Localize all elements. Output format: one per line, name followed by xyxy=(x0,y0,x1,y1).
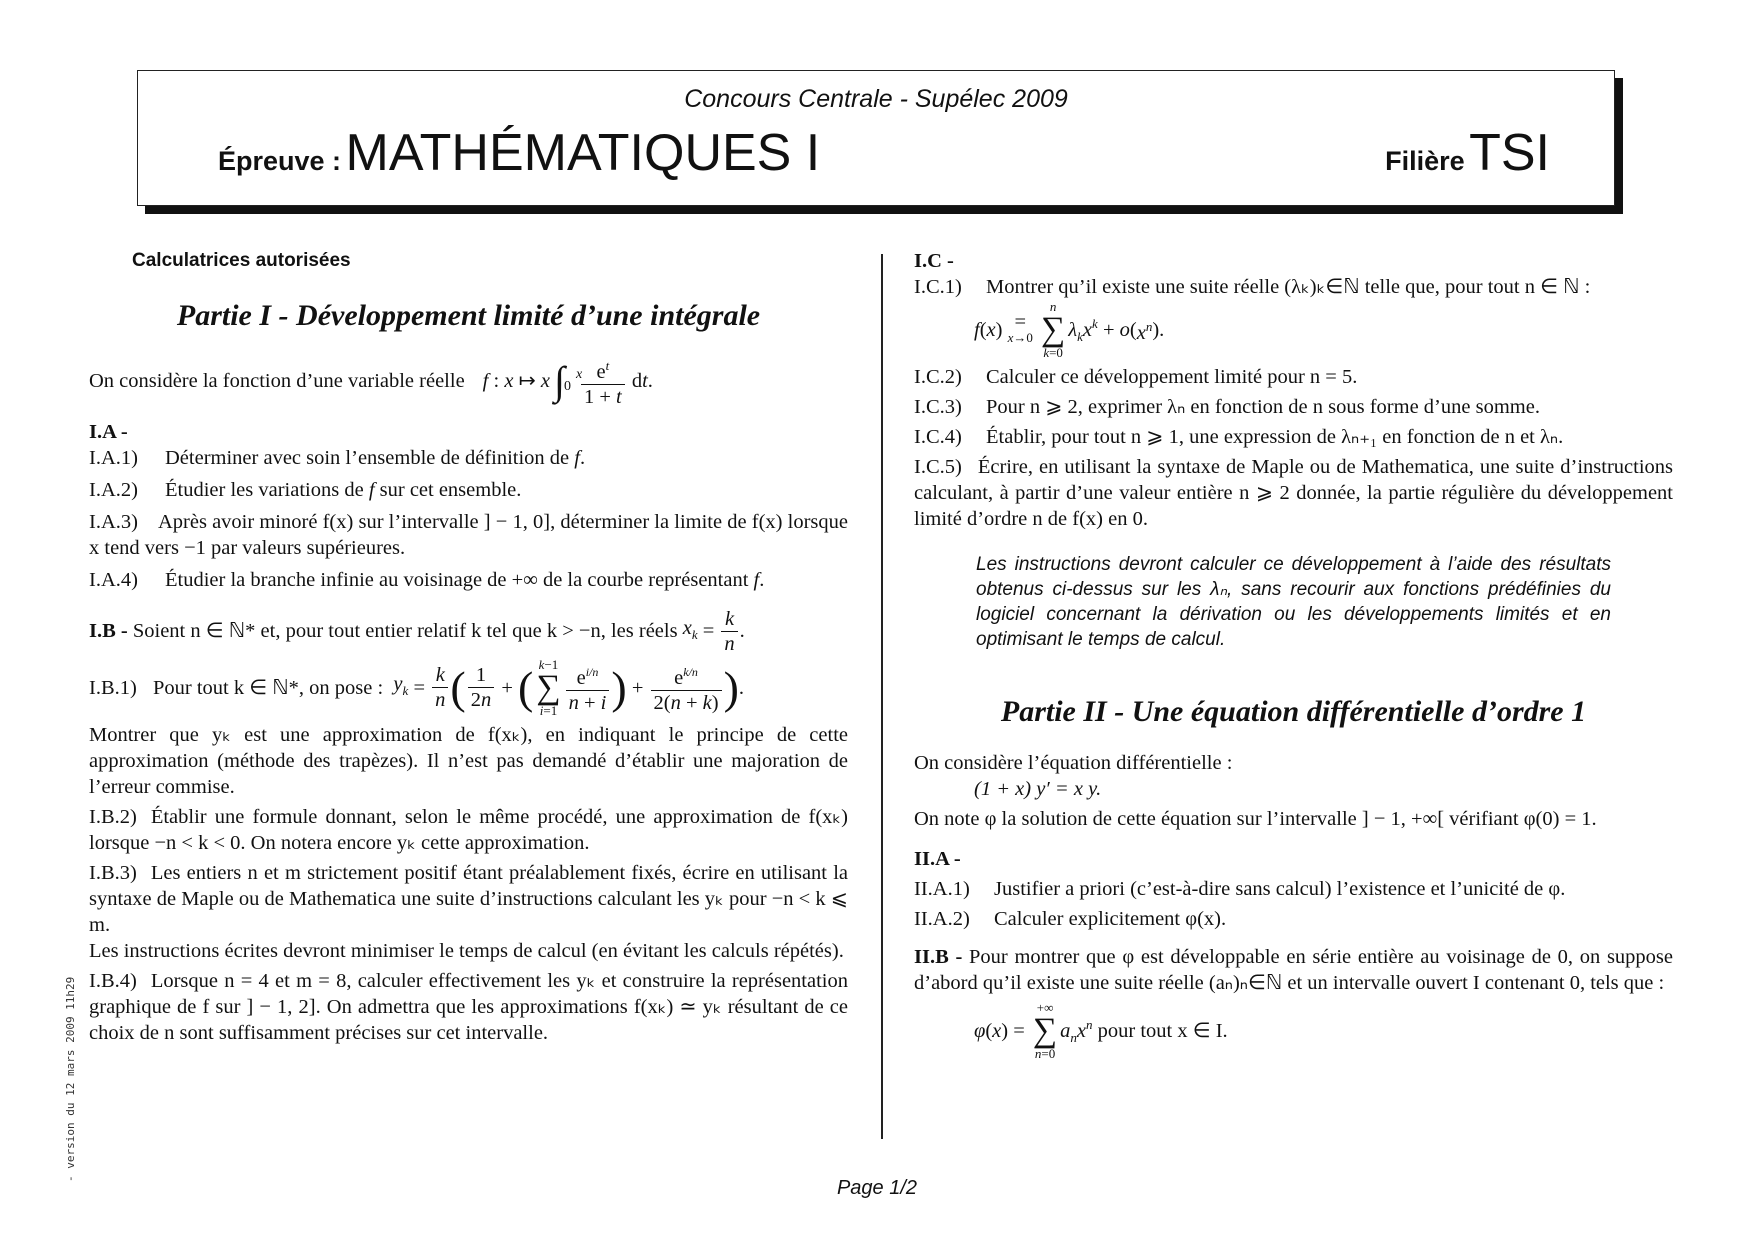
p2-intro: On considère l’équation différentielle : xyxy=(914,752,1233,774)
section-IIB xyxy=(914,944,1673,996)
question-IB2 xyxy=(89,804,848,856)
question-IB3-follow: Les instructions écrites devront minimiser le temps de calcul (en évitant les calculs répétés). xyxy=(89,939,844,962)
section-IIA: II.A - xyxy=(914,848,961,870)
epreuve-label: Épreuve : xyxy=(218,146,342,176)
section-IB-head: I.B - xyxy=(89,620,128,643)
question-IC1 xyxy=(914,274,1673,300)
qtext: Déterminer avec soin l’ensemble de définition de xyxy=(165,446,570,469)
question-IB4 xyxy=(89,968,848,1046)
contest-title: Concours Centrale - Supélec 2009 xyxy=(684,85,1068,113)
qnum: I.A.4) xyxy=(89,568,138,591)
qtext: Justifier a priori (c’est-à-dire sans calcul) l’existence et l’unicité de φ. xyxy=(994,878,1566,900)
qtext: Étudier les variations de xyxy=(165,478,364,501)
section-IC: I.C - xyxy=(914,250,954,272)
epreuve xyxy=(218,123,820,183)
question-IC3 xyxy=(914,394,1673,420)
question-IIA2 xyxy=(914,906,1673,932)
p2-equation: (1 + x) y′ = x y. xyxy=(974,778,1102,800)
question-IA1: I.A.1) Déterminer avec soin l’ensemble de définition de f. xyxy=(89,446,586,469)
question-IIA1 xyxy=(914,876,1673,902)
qnum: II.A.1) xyxy=(914,878,970,900)
intro-text: On considère la fonction d’une variable réelle xyxy=(89,370,465,393)
integral-sign: ∫ x 0 xyxy=(553,358,583,404)
sum-sign: k−1 ∑ i=1 xyxy=(536,656,561,718)
qnum: I.C.1) xyxy=(914,276,962,298)
page-number: Page 1/2 xyxy=(836,1177,918,1199)
qnum: I.A.1) xyxy=(89,446,138,469)
exam-header xyxy=(137,70,1615,206)
p2-phi: On note φ la solution de cette équation sur l’intervalle ] − 1, +∞[ vérifiant φ(0) = 1. xyxy=(914,808,1597,830)
qnum: I.A.3) xyxy=(89,510,138,533)
qtext: Montrer qu’il existe une suite réelle (λₖ)ₖ∈ℕ telle que, pour tout n ∈ ℕ : xyxy=(986,276,1591,298)
question-IA3 xyxy=(89,509,848,561)
question-IB1: I.B.1) Pour tout k ∈ ℕ*, on pose : $y_k$ = $\frac{k}{n}$ ( $\frac{1}{2n}$ + ( k−1 ∑ i=1 $\frac{e^{i/n}}{n + i}$ ) + $\frac{e^{k/n}}{2(n + k)}$ ) . xyxy=(89,656,745,718)
section-IB-text: Soient n ∈ ℕ* et, pour tout entier relatif k tel que k > −n, les réels xyxy=(132,620,678,643)
qtext: Étudier la branche infinie au voisinage de +∞ de la courbe représentant xyxy=(165,568,749,591)
qtext: Pour n ⩾ 2, exprimer λₙ en fonction de n sous forme d’une somme. xyxy=(986,396,1540,418)
question-IB1-follow: Montrer que yₖ est une approximation de f(xₖ), en indiquant le principe de cette approximation (méthode des trapèzes). Il n’est pas demandé d’établir une majoration de l’erreur commise. xyxy=(89,723,848,798)
instructions-hint: Les instructions devront calculer ce développement à l’aide des résultats obtenus ci-dessus sur les λₙ, sans recourir aux fonctions prédéfinies du logiciel concernant la dérivation ou les développements limités et en optimisant le temps de calcul. xyxy=(976,554,1611,650)
section-IA: I.A - xyxy=(89,420,128,443)
qtext: Écrire, en utilisant la syntaxe de Maple ou de Mathematica, une suite d’instructions calculant, à partir d’une valeur entière n ⩾ 2 donnée, la partie régulière du développement limité d’ordre n de f(x) en 0. xyxy=(914,456,1673,530)
section-IIB-text: Pour montrer que φ est développable en série entière au voisinage de 0, on suppose d’abord qu’il existe une suite réelle (aₙ)ₙ∈ℕ et un intervalle ouvert I contenant 0, tels que : xyxy=(914,946,1674,994)
question-IC4 xyxy=(914,424,1673,450)
qnum: II.A.2) xyxy=(914,908,970,930)
left-column xyxy=(89,248,848,1046)
qnum: I.C.2) xyxy=(914,366,962,388)
qnum: I.C.3) xyxy=(914,396,962,418)
question-IA2: I.A.2) Étudier les variations de f sur cet ensemble. xyxy=(89,478,522,501)
xk-fraction: $\frac{k}{n}$ xyxy=(721,607,737,656)
series-formula: φ ( x ) = +∞ ∑ n=0 $a_nx^n$ pour tout x ∈ I. xyxy=(974,1000,1228,1061)
filiere-value: TSI xyxy=(1469,124,1550,182)
question-IA4: I.A.4) Étudier la branche infinie au voisinage de +∞ de la courbe représentant f. xyxy=(89,568,765,591)
qtext: Après avoir minoré f(x) sur l’intervalle ] − 1, 0], déterminer la limite de f(x) lorsque x tend vers −1 par valeurs supérieures. xyxy=(89,510,848,559)
subject-title: MATHÉMATIQUES I xyxy=(345,124,821,182)
version-note: - version du 12 mars 2009 11h29 xyxy=(64,976,77,1182)
series-tail: pour tout x ∈ I. xyxy=(1097,1020,1228,1042)
qtext: Établir une formule donnant, selon le même procédé, une approximation de f(xₖ) lorsque −n < k < 0. On notera encore yₖ cette approximation. xyxy=(89,805,848,854)
filiere-label: Filière xyxy=(1385,146,1465,176)
qtext: Lorsque n = 4 et m = 8, calculer effectivement les yₖ et construire la représentation graphique de f sur ] − 1, 2]. On admettra que les approximations f(xₖ) ≃ yₖ résultant de ce choix de n sont suffisamment précises sur cet intervalle. xyxy=(89,969,848,1044)
dl-formula: f ( x ) = x→0 n ∑ k=0 $\lambda_kx^k$ + o ( $x^n$ ). xyxy=(974,299,1165,360)
qtext: Calculer explicitement φ(x). xyxy=(994,908,1227,930)
qnum: I.A.2) xyxy=(89,478,138,501)
column-divider xyxy=(881,254,883,1139)
part2-title: Partie II - Une équation différentielle d’ordre 1 xyxy=(1000,695,1587,728)
qtext: Établir, pour tout n ⩾ 1, une expression de λₙ₊₁ en fonction de n et λₙ. xyxy=(986,426,1564,448)
question-IC5 xyxy=(914,454,1673,532)
qtext: Pour tout k ∈ ℕ*, on pose : xyxy=(153,676,384,699)
qtext: Les entiers n et m strictement positif étant préalablement fixés, écrire en utilisant la syntaxe de Maple ou de Mathematica une suite d’instructions calculant les yₖ pour −n < k ⩽ m. xyxy=(89,861,848,936)
question-IB3 xyxy=(89,860,848,938)
qnum: I.B.3) xyxy=(89,861,137,884)
right-column xyxy=(914,248,1673,1066)
part1-title: Partie I - Développement limité d’une intégrale xyxy=(176,299,761,332)
qnum: I.C.5) xyxy=(914,456,962,478)
qnum: I.C.4) xyxy=(914,426,962,448)
qnum: I.B.4) xyxy=(89,969,137,992)
section-IB: I.B - Soient n ∈ ℕ* et, pour tout entier relatif k tel que k > −n, les réels $x_k$ = $\frac{k}{n}$ . xyxy=(89,607,745,655)
qnum: I.B.1) xyxy=(89,676,137,699)
filiere xyxy=(1385,123,1550,183)
calculator-note: Calculatrices autorisées xyxy=(132,250,351,271)
qtext-tail: sur cet ensemble. xyxy=(379,478,522,501)
question-IC2 xyxy=(914,364,1673,390)
integrand-fraction: $\frac{e^t}{1 + t}$ xyxy=(581,354,625,409)
qnum: I.B.2) xyxy=(89,805,137,828)
qtext: Calculer ce développement limité pour n = 5. xyxy=(986,366,1358,388)
intro-line: On considère la fonction d’une variable réelle f : x ↦ x ∫ x 0 $\frac{e^t}{1 + t}$ dt. xyxy=(89,354,848,409)
section-IIB-head: II.B - xyxy=(914,946,963,968)
